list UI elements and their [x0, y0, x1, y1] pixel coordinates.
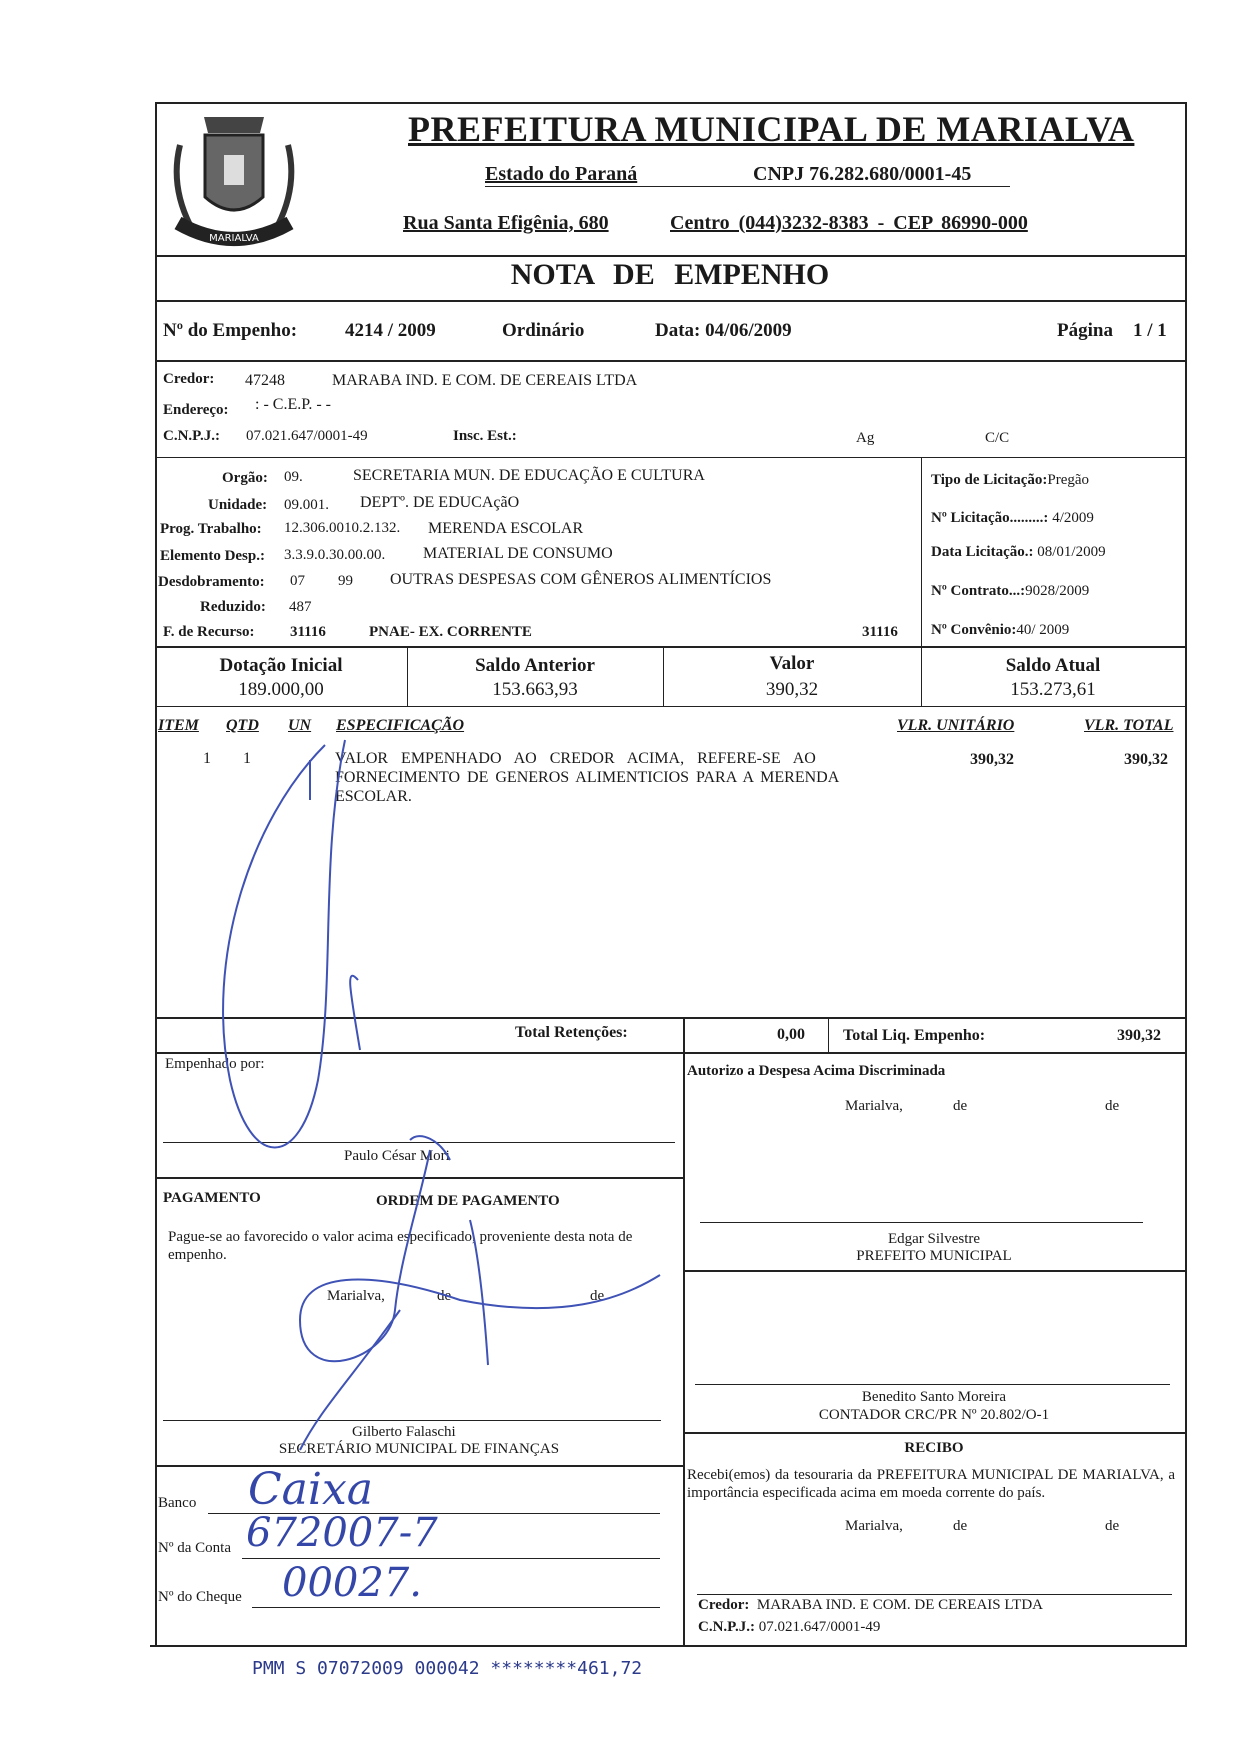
pagamento-label: PAGAMENTO [163, 1190, 261, 1206]
insc-label: Insc. Est.: [453, 428, 517, 444]
pagamento-de-1: de [437, 1288, 452, 1304]
recibo-de-2: de [1105, 1518, 1120, 1534]
saldo-atual-value: 153.273,61 [1010, 679, 1096, 700]
col-qtd: QTD [226, 717, 259, 734]
contador-role: CONTADOR CRC/PR Nº 20.802/O-1 [818, 1407, 1050, 1423]
reduzido-label: Reduzido: [200, 599, 266, 615]
secretario-role: SECRETÁRIO MUNICIPAL DE FINANÇAS [278, 1441, 560, 1457]
elemento-code: 3.3.9.0.30.00.00. [284, 547, 386, 563]
cnpj-value: 07.021.647/0001-49 [246, 428, 368, 444]
item-spec-line-2: FORNECIMENTO DE GENEROS ALIMENTICIOS PARA A MERENDA [335, 769, 840, 786]
desdobramento-code-1: 07 [290, 573, 305, 589]
autorizo-title: Autorizo a Despesa Acima Discriminada [687, 1063, 946, 1079]
autorizo-de-2: de [1105, 1098, 1120, 1114]
licitacao-data-label: Data Licitação.: [931, 544, 1034, 560]
contador-name: Benedito Santo Moreira [861, 1389, 1007, 1405]
cc-label: C/C [985, 430, 1010, 446]
licitacao-contrato-value: 9028/2009 [1025, 583, 1090, 599]
empenho-number: 4214 / 2009 [345, 320, 436, 341]
licitacao-tipo-value: Pregão [1047, 472, 1090, 488]
recurso-name: PNAE- EX. CORRENTE [369, 624, 532, 640]
licitacao-contrato-label: Nº Contrato...: [931, 583, 1026, 599]
licitacao-numero-value: 4/2009 [1052, 510, 1094, 526]
unidade-name: DEPTº. DE EDUCAçãO [360, 494, 520, 511]
recurso-code: 31116 [290, 624, 326, 640]
ag-label: Ag [856, 430, 875, 446]
pagamento-city: Marialva, [327, 1288, 385, 1304]
banco-value: Caixa [248, 1464, 374, 1515]
saldo-anterior-label: Saldo Anterior [475, 655, 595, 676]
orgao-name: SECRETARIA MUN. DE EDUCAÇÃO E CULTURA [353, 467, 705, 484]
prog-name: MERENDA ESCOLAR [428, 520, 584, 537]
item-qtd: 1 [243, 750, 251, 767]
recibo-cnpj-label: C.N.P.J.: [698, 1619, 755, 1635]
item-total-value: 390,32 [1124, 751, 1168, 768]
pagamento-title: ORDEM DE PAGAMENTO [376, 1193, 560, 1209]
prog-label: Prog. Trabalho: [160, 521, 262, 537]
retencoes-value: 0,00 [777, 1026, 805, 1043]
credor-label: Credor: [163, 371, 215, 387]
banco-label: Banco [158, 1495, 197, 1511]
header-contact: Centro (044)3232-8383 - CEP 86990-000 [670, 212, 1028, 234]
col-spec: ESPECIFICAÇÃO [336, 717, 465, 734]
col-unit: VLR. UNITÁRIO [897, 717, 1015, 734]
conta-value: 672007-7 [246, 1510, 438, 1556]
saldo-anterior-value: 153.663,93 [492, 679, 578, 700]
elemento-label: Elemento Desp.: [160, 548, 265, 564]
elemento-name: MATERIAL DE CONSUMO [423, 545, 613, 562]
empenho-type: Ordinário [502, 320, 585, 341]
recibo-credor-label: Credor: [698, 1597, 750, 1613]
header-cnpj: CNPJ 76.282.680/0001-45 [753, 163, 972, 185]
prog-code: 12.306.0010.2.132. [284, 520, 401, 536]
pagamento-text: Pague-se ao favorecido o valor acima especificado, proveniente desta nota de empenho. [168, 1229, 633, 1263]
dotacao-label: Dotação Inicial [219, 655, 343, 676]
recurso-label: F. de Recurso: [163, 624, 255, 640]
svg-text:MARIALVA: MARIALVA [209, 233, 259, 244]
col-item: ITEM [158, 717, 199, 734]
empenhado-name: Paulo César Mori [344, 1148, 450, 1164]
item-spec-line-1: VALOR EMPENHADO AO CREDOR ACIMA, REFERE-SE AO [335, 750, 816, 767]
page-number: 1 / 1 [1133, 320, 1167, 341]
address-value: : - C.E.P. - - [255, 396, 331, 413]
bank-stamp: PMM S 07072009 000042 ********461,72 [252, 1658, 643, 1679]
desdobramento-name: OUTRAS DESPESAS COM GÊNEROS ALIMENTÍCIOS [390, 571, 772, 588]
recibo-city: Marialva, [845, 1518, 903, 1534]
item-spec-line-3: ESCOLAR. [335, 788, 412, 805]
desdobramento-label: Desdobramento: [158, 574, 265, 590]
autorizo-city: Marialva, [845, 1098, 903, 1114]
header-title: PREFEITURA MUNICIPAL DE MARIALVA [408, 109, 1135, 149]
saldo-atual-label: Saldo Atual [1005, 655, 1101, 676]
liq-value: 390,32 [1117, 1027, 1161, 1044]
cheque-value: 00027. [282, 1560, 422, 1606]
recibo-title: RECIBO [904, 1440, 964, 1456]
page-label: Página [1057, 320, 1113, 341]
item-unit-value: 390,32 [970, 751, 1014, 768]
recibo-text: Recebi(emos) da tesouraria da PREFEITURA MUNICIPAL DE MARIALVA, a importância especificada acima em moeda corrente do país. [687, 1467, 1175, 1501]
licitacao-convenio-value: 40/ 2009 [1016, 622, 1070, 638]
orgao-label: Orgão: [222, 470, 268, 486]
licitacao-data-value: 08/01/2009 [1037, 544, 1106, 560]
empenhado-label: Empenhado por: [165, 1056, 265, 1072]
liq-label: Total Liq. Empenho: [843, 1027, 986, 1044]
pagamento-de-2: de [590, 1288, 605, 1304]
licitacao-numero-label: Nº Licitação.........: [931, 510, 1049, 526]
desdobramento-code-2: 99 [338, 573, 353, 589]
credor-code: 47248 [245, 372, 285, 389]
recurso-right: 31116 [862, 624, 898, 640]
cheque-label: Nº do Cheque [158, 1589, 242, 1605]
recibo-de-1: de [953, 1518, 968, 1534]
recibo-cnpj-value: 07.021.647/0001-49 [758, 1619, 881, 1635]
header-address: Rua Santa Efigênia, 680 [403, 212, 609, 234]
item-number: 1 [203, 750, 211, 767]
retencoes-label: Total Retenções: [515, 1024, 628, 1041]
conta-label: Nº da Conta [158, 1540, 231, 1556]
col-total: VLR. TOTAL [1084, 717, 1174, 734]
unidade-code: 09.001. [284, 497, 329, 513]
licitacao-tipo-label: Tipo de Licitação: [931, 472, 1048, 488]
orgao-code: 09. [284, 469, 303, 485]
prefeito-role: PREFEITO MUNICIPAL [856, 1248, 1012, 1264]
secretario-name: Gilberto Falaschi [352, 1424, 456, 1440]
prefeito-name: Edgar Silvestre [887, 1231, 981, 1247]
empenho-date: Data: 04/06/2009 [655, 320, 792, 341]
reduzido-value: 487 [289, 599, 312, 615]
valor-value: 390,32 [765, 679, 819, 700]
address-label: Endereço: [163, 402, 229, 418]
autorizo-de-1: de [953, 1098, 968, 1114]
unidade-label: Unidade: [208, 497, 268, 513]
dotacao-value: 189.000,00 [238, 679, 324, 700]
doc-title: NOTA DE EMPENHO [510, 258, 830, 291]
credor-name: MARABA IND. E COM. DE CEREAIS LTDA [332, 372, 638, 389]
licitacao-convenio-label: Nº Convênio: [931, 622, 1017, 638]
recibo-credor-value: MARABA IND. E COM. DE CEREAIS LTDA [756, 1597, 1044, 1613]
valor-label: Valor [769, 653, 815, 674]
header-state: Estado do Paraná [485, 163, 638, 185]
empenho-label: Nº do Empenho: [163, 320, 298, 341]
cnpj-label: C.N.P.J.: [163, 428, 220, 444]
col-un: UN [288, 717, 312, 734]
